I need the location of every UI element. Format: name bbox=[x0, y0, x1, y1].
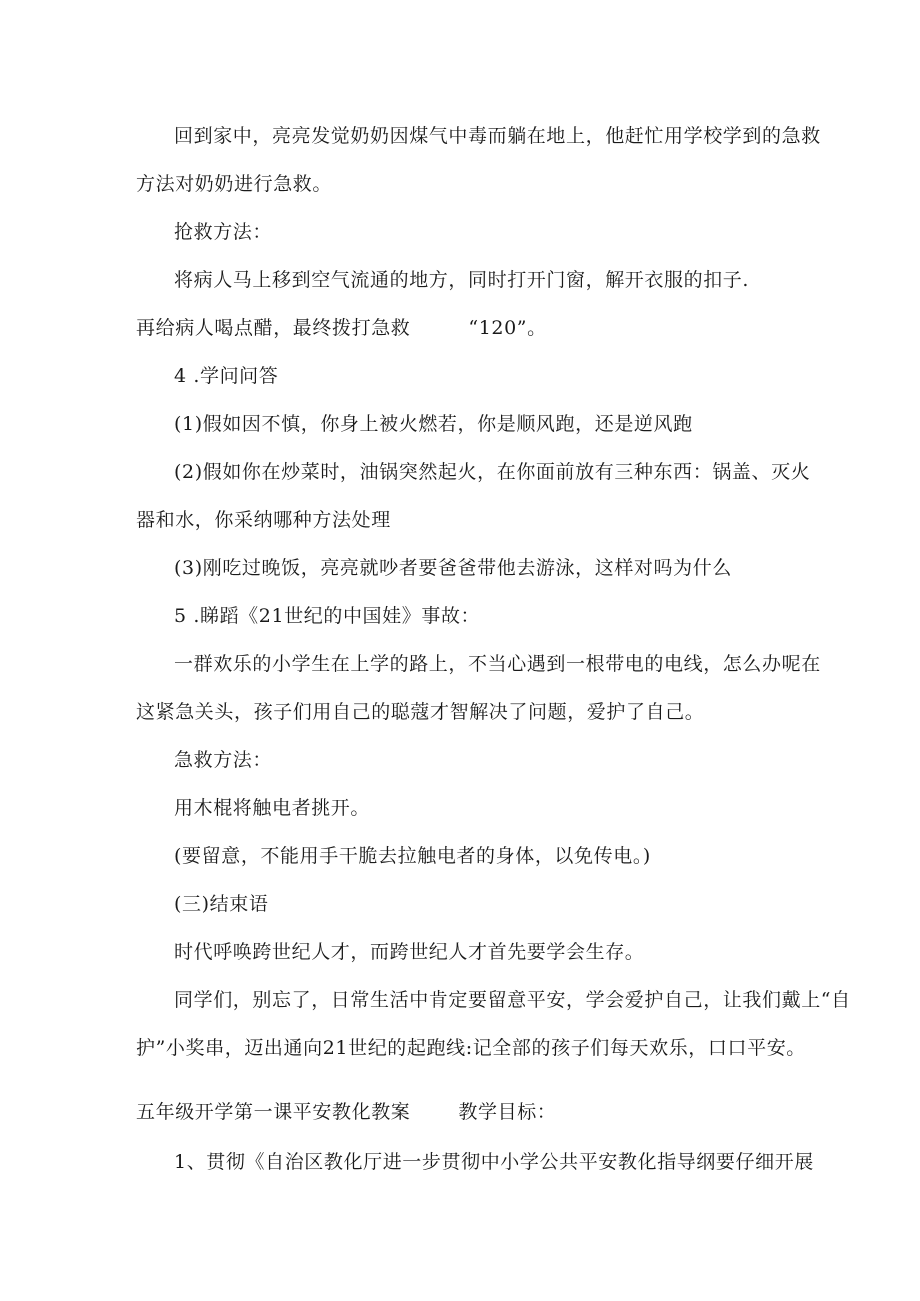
first-aid-step: 用木棍将触电者挑开。 bbox=[174, 797, 371, 819]
teaching-goals-label: 教学目标： bbox=[458, 1101, 557, 1123]
conclusion-line-3: 护”小奖串，迈出通向21世纪的起跑线:记全部的孩子们每天欢乐，口口平安。 bbox=[136, 1037, 806, 1059]
question-2-line-2: 器和水，你采纳哪种方法处理 bbox=[136, 509, 391, 531]
lesson-plan-title: 五年级开学第一课平安教化教案 bbox=[136, 1101, 411, 1123]
lesson-plan-title-line bbox=[136, 1100, 556, 1124]
question-3: (3)刚吃过晚饭，亮亮就吵者要爸爸带他去游泳，这样对吗为什么 bbox=[174, 557, 732, 579]
section-heading-4: 4 .学问问答 bbox=[174, 365, 279, 387]
emergency-number: “120”。 bbox=[468, 317, 547, 339]
conclusion-line-1: 时代呼唤跨世纪人才，而跨世纪人才首先要学会生存。 bbox=[174, 941, 645, 963]
first-aid-heading: 急救方法： bbox=[174, 749, 273, 771]
paragraph-line-1: 回到家中，亮亮发觉奶奶因煤气中毒而躺在地上，他赶忙用学校学到的急救 bbox=[174, 125, 821, 147]
story-line-1: 一群欢乐的小学生在上学的路上，不当心遇到一根带电的电线，怎么办呢在 bbox=[174, 653, 821, 675]
question-1: (1)假如因不慎，你身上被火燃若，你是顺风跑，还是逆风跑 bbox=[174, 413, 693, 435]
goal-1-line: 1、贯彻《自治区教化厅进一步贯彻中小学公共平安教化指导纲要仔细开展 bbox=[174, 1151, 814, 1173]
section-heading-5: 5 .睇蹈《21世纪的中国娃》事故： bbox=[174, 605, 481, 627]
paragraph-line-3: 将病人马上移到空气流通的地方，同时打开门窗，解开衣服的扣子. bbox=[174, 269, 750, 291]
conclusion-line-2: 同学们，别忘了，日常生活中肯定要留意平安，学会爱护自己，让我们戴上“自 bbox=[174, 989, 851, 1011]
paragraph-line-2: 方法对奶奶进行急救。 bbox=[136, 173, 333, 195]
first-aid-note: (要留意，不能用手干脆去拉触电者的身体，以免传电。) bbox=[174, 845, 651, 867]
question-2-line-1: (2)假如你在炒菜时，油锅突然起火，在你面前放有三种东西：锅盖、灭火 bbox=[174, 461, 811, 483]
paragraph-line-4-text: 再给病人喝点醋，最终拨打急救 bbox=[136, 317, 411, 339]
story-line-2: 这紧急关头，孩子们用自己的聪蔻才智解决了问题，爱护了自己。 bbox=[136, 701, 705, 723]
paragraph-line-4 bbox=[136, 316, 547, 340]
rescue-method-heading: 抢救方法： bbox=[174, 221, 273, 243]
conclusion-heading: (三)结束语 bbox=[174, 893, 269, 915]
